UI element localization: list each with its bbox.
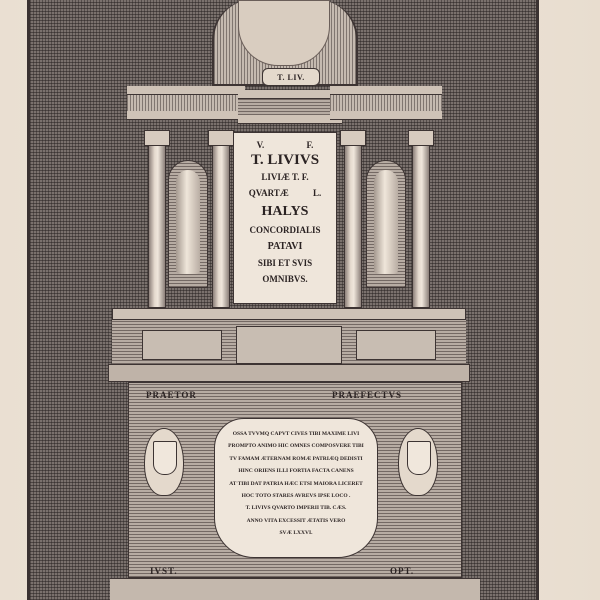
label-iust: IVST. <box>150 566 178 576</box>
label-praefectus: PRAEFECTVS <box>332 390 403 400</box>
inscription-line: PATAVI <box>267 241 303 252</box>
base-moulding <box>110 578 480 600</box>
epitaph-line: SVÆ LXXVI. <box>279 530 313 537</box>
inscription-line: QVARTÆ L. <box>248 188 322 198</box>
epitaph-line: T. LIVIVS QVARTO IMPERII TIB. CÆS. <box>245 505 347 512</box>
entablature-left <box>127 86 245 128</box>
column-capital <box>340 130 366 146</box>
epitaph-text <box>214 428 378 540</box>
inscription-tablet <box>233 132 337 304</box>
bust-of-livy <box>238 0 330 66</box>
bust-plaque: T. LIV. <box>262 68 320 86</box>
pedestal-cornice <box>112 308 466 320</box>
epitaph-line: AT TIBI DAT PATRIA HÆC ETSI MAIORA LICERET <box>229 480 363 487</box>
epitaph-line: HINC ORIENS ILLI FORTIA FACTA CANENS <box>238 468 354 475</box>
column <box>412 130 430 308</box>
left-statue <box>176 170 200 274</box>
inscription-line: V. F. <box>256 140 314 150</box>
epitaph-line: TV FAMAM ÆTERNAM ROMÆ PATRIÆQ DEDISTI <box>229 455 363 462</box>
relief-reclining-figure-left <box>142 330 222 360</box>
epitaph-line: ANNO VITA EXCESSIT ÆTATIS VERO <box>246 517 346 524</box>
epitaph-line: OSSA TVVMQ CAPVT CIVES TIBI MAXIME LIVI <box>232 431 360 437</box>
epitaph-line: PROMPTO ANIMO HIC OMNES COMPOSVERE TIBI <box>228 443 364 450</box>
inscription-line: HALYS <box>261 204 309 219</box>
entablature-center <box>238 90 342 132</box>
entablature-right <box>330 86 442 128</box>
right-statue <box>374 170 398 274</box>
coat-of-arms-left <box>144 428 184 496</box>
column <box>148 130 166 308</box>
column-capital <box>144 130 170 146</box>
column-capital <box>408 130 434 146</box>
column <box>344 130 362 308</box>
coat-of-arms-right <box>398 428 438 496</box>
column-capital <box>208 130 234 146</box>
label-opt: OPT. <box>390 566 415 576</box>
inscription-line: CONCORDIALIS <box>249 225 321 235</box>
epitaph-line: HOC TOTO STARES AVREVS IPSE LOCO . <box>241 493 351 500</box>
inscription-line: OMNIBVS. <box>262 274 308 284</box>
inscription-line: T. LIVIVS <box>250 152 320 168</box>
inscription-line: SIBI ET SVIS <box>257 258 313 268</box>
relief-reclining-figure-right <box>356 330 436 360</box>
relief-animals-center <box>236 326 342 364</box>
column <box>212 130 230 308</box>
inscription-line: LIVIÆ T. F. <box>261 172 309 182</box>
pedestal-base <box>108 364 470 382</box>
label-praetor: PRAETOR <box>146 390 197 400</box>
